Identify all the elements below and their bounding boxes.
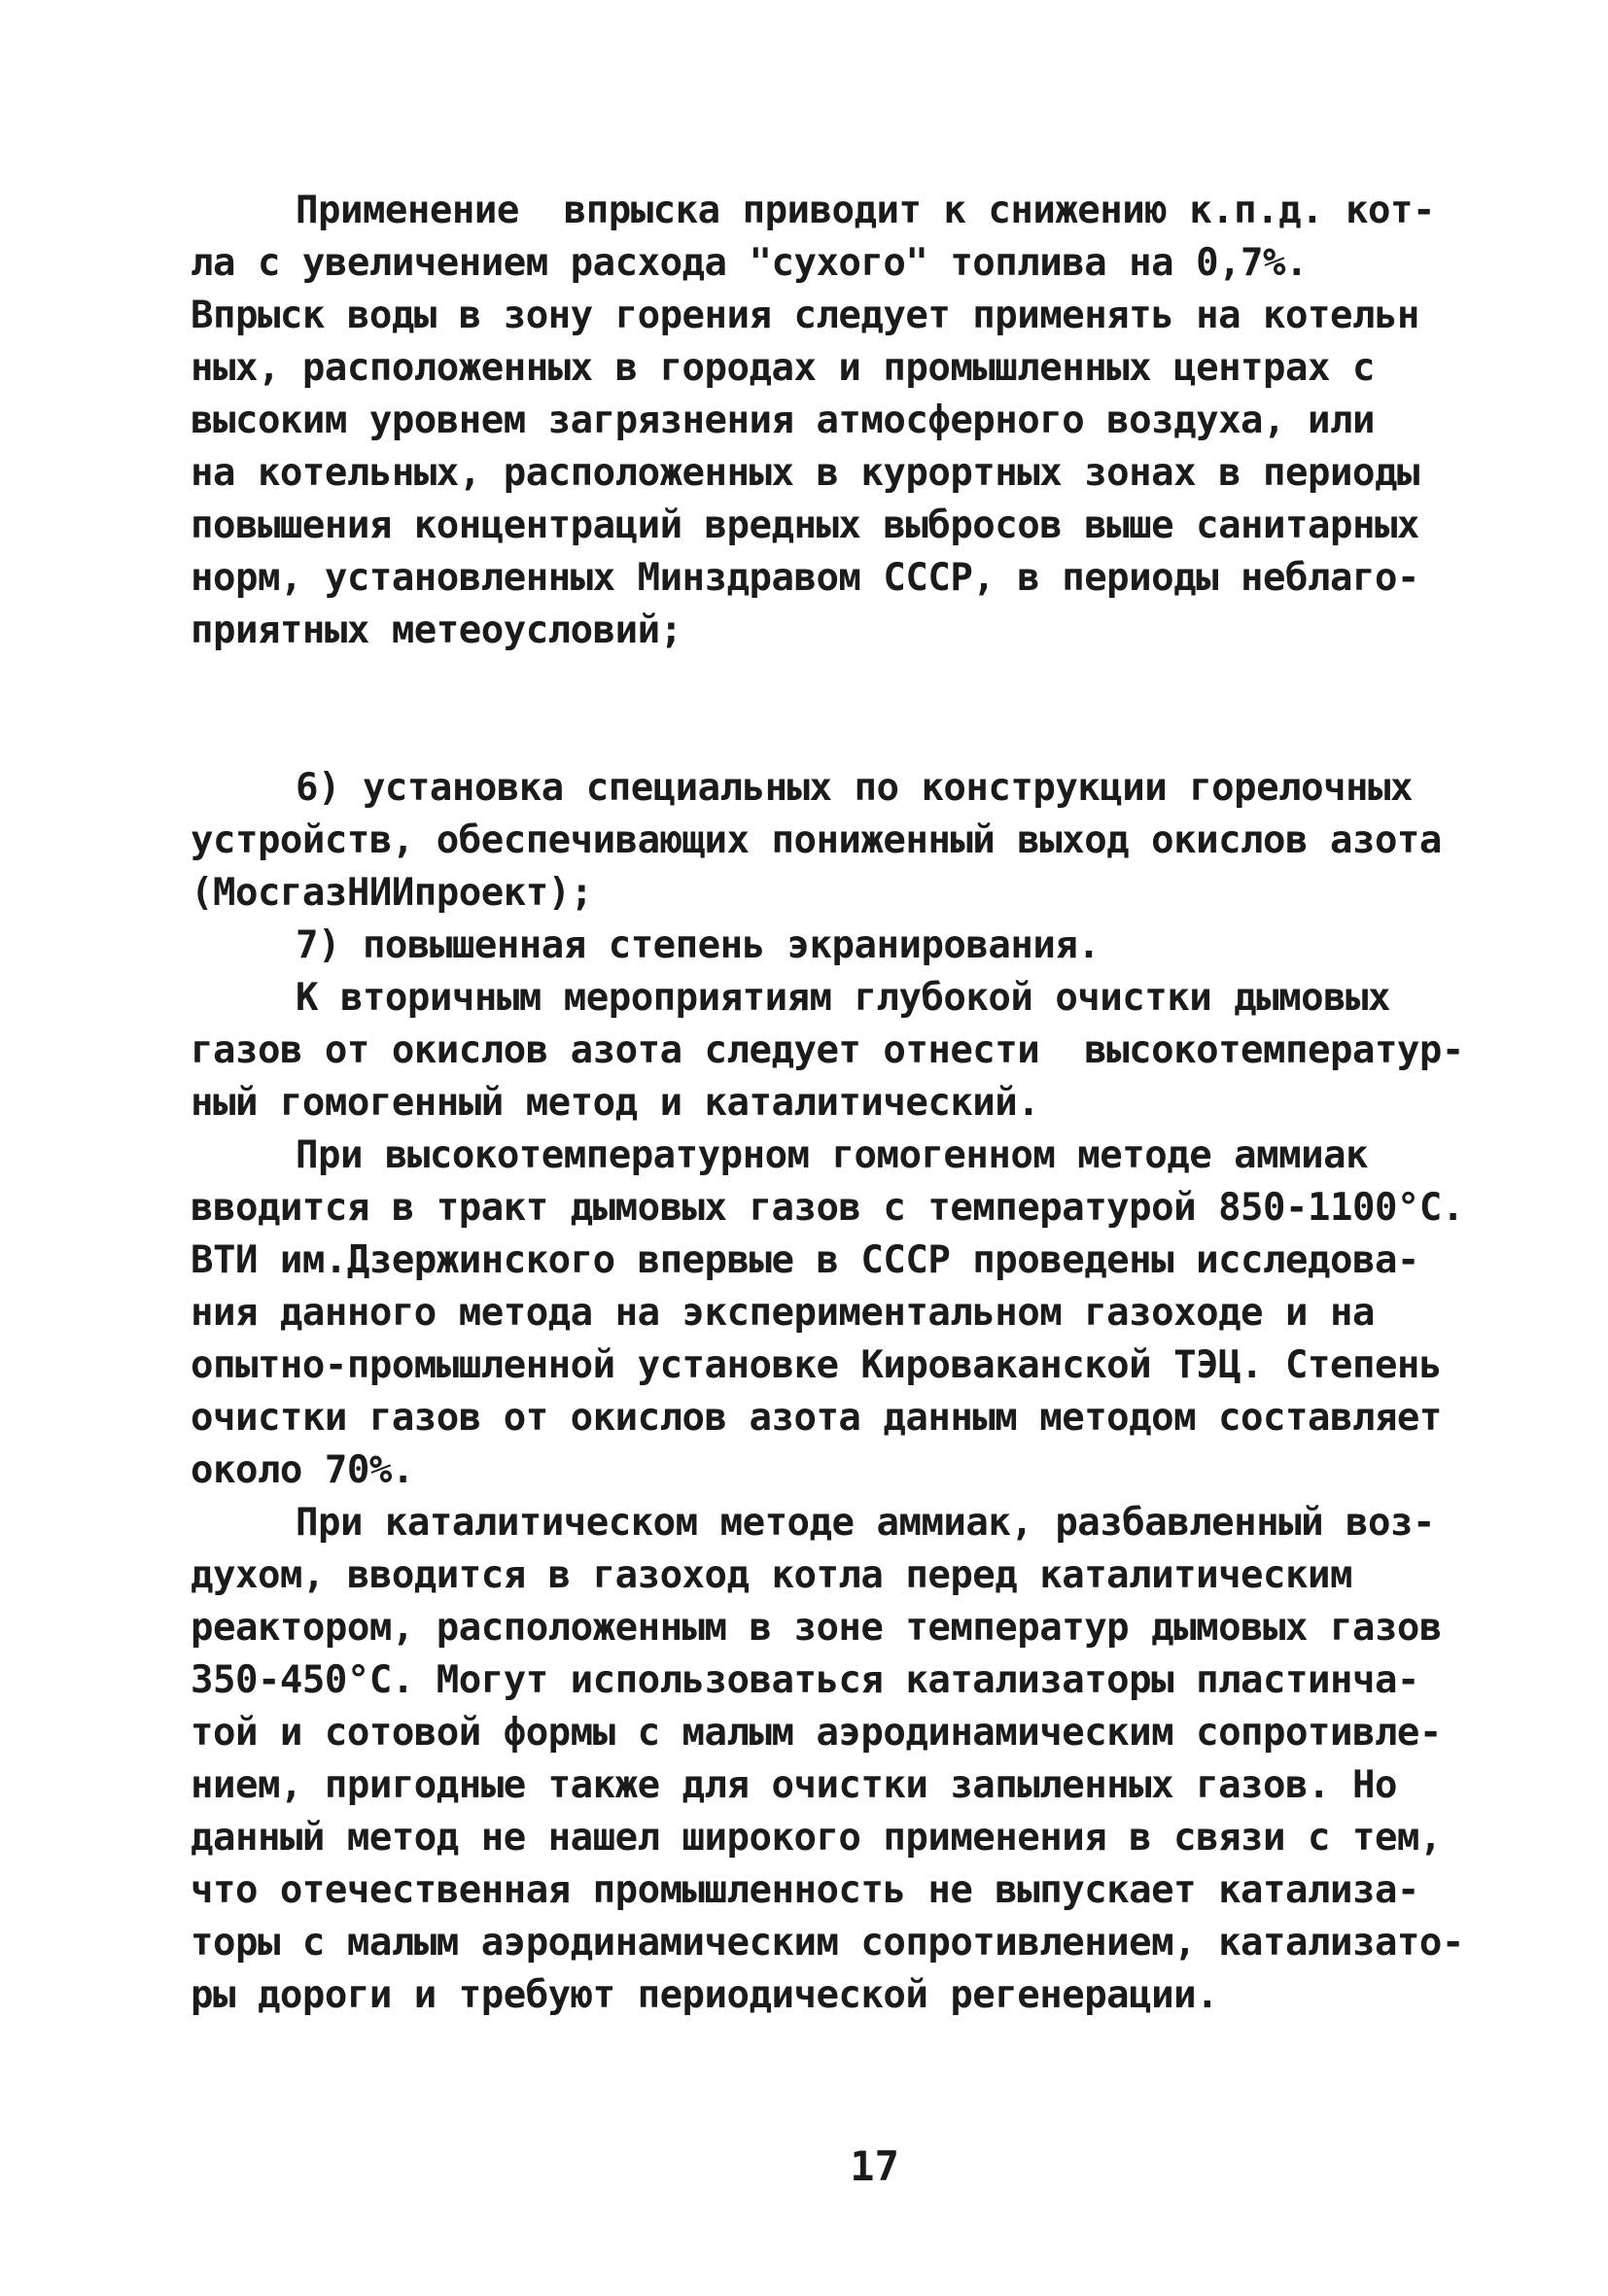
text-line: духом, вводится в газоход котла перед каталитическим — [191, 1553, 1352, 1597]
text-line: нием, пригодные также для очистки запыленных газов. Но — [191, 1763, 1397, 1807]
paragraph-start: При высокотемпературном гомогенном методе аммиак — [296, 1133, 1369, 1177]
text-line: данный метод не нашел широкого применения в связи с тем, — [191, 1816, 1442, 1860]
text-line: опытно-промышленной установке Кироваканской ТЭЦ. Степень — [191, 1343, 1442, 1387]
text-line: ла с увеличением расхода "сухого" топлива на 0,7%. — [191, 241, 1308, 285]
text-line: ры дороги и требуют периодической регенерации. — [191, 1973, 1219, 2017]
text-line: около 70%. — [191, 1448, 414, 1492]
page-number-label: 17 — [850, 2142, 899, 2190]
text-line: приятных метеоусловий; — [191, 609, 682, 652]
text-line: ния данного метода на экспериментальном газоходе и на — [191, 1291, 1375, 1335]
text-line: на котельных, расположенных в курортных зонах в периоды — [191, 451, 1419, 495]
paragraph-start: При каталитическом методе аммиак, разбавленный воз- — [296, 1501, 1435, 1545]
text-line: высоким уровнем загрязнения атмосферного воздуха, или — [191, 399, 1375, 442]
text-line: Впрыск воды в зону горения следует применять на котельн — [191, 294, 1419, 337]
text-line: ный гомогенный метод и каталитический. — [191, 1081, 1040, 1125]
page-number — [0, 2088, 1608, 2245]
text-line: (МосгазНИИпроект); — [191, 871, 593, 915]
text-line: устройств, обеспечивающих пониженный выход окислов азота — [191, 818, 1442, 862]
list-item-6: 6) установка специальных по конструкции горелочных — [296, 766, 1413, 810]
text-line: норм, установленных Минздравом СССР, в периоды неблаго- — [191, 556, 1419, 600]
text-line: реактором, расположенным в зоне температур дымовых газов — [191, 1606, 1442, 1650]
text-line: повышения концентраций вредных выбросов выше санитарных — [191, 504, 1419, 547]
text-line: ВТИ им.Дзержинского впервые в СССР проведены исследова- — [191, 1238, 1419, 1282]
list-item-7: 7) повышенная степень экранирования. — [296, 923, 1101, 967]
text-block-main — [191, 762, 1464, 2022]
paragraph-start: К вторичным мероприятиям глубокой очистки дымовых — [296, 976, 1391, 1020]
text-block-top — [191, 185, 1454, 657]
text-line: той и сотовой формы с малым аэродинамическим сопротивле- — [191, 1711, 1442, 1755]
text-line: что отечественная промышленность не выпускает катализа- — [191, 1868, 1419, 1912]
text-line: 350-450°С. Могут использоваться катализаторы пластинча- — [191, 1658, 1419, 1702]
text-line: очистки газов от окислов азота данным методом составляет — [191, 1396, 1442, 1440]
text-line: ных, расположенных в городах и промышленных центрах с — [191, 346, 1375, 390]
text-line: Применение впрыска приводит к снижению к.п.д. кот- — [296, 189, 1435, 232]
text-line: торы с малым аэродинамическим сопротивлением, катализато- — [191, 1921, 1464, 1965]
text-line: вводится в тракт дымовых газов с температурой 850-1100°С. — [191, 1186, 1464, 1230]
text-line: газов от окислов азота следует отнести высокотемператур- — [191, 1028, 1464, 1072]
